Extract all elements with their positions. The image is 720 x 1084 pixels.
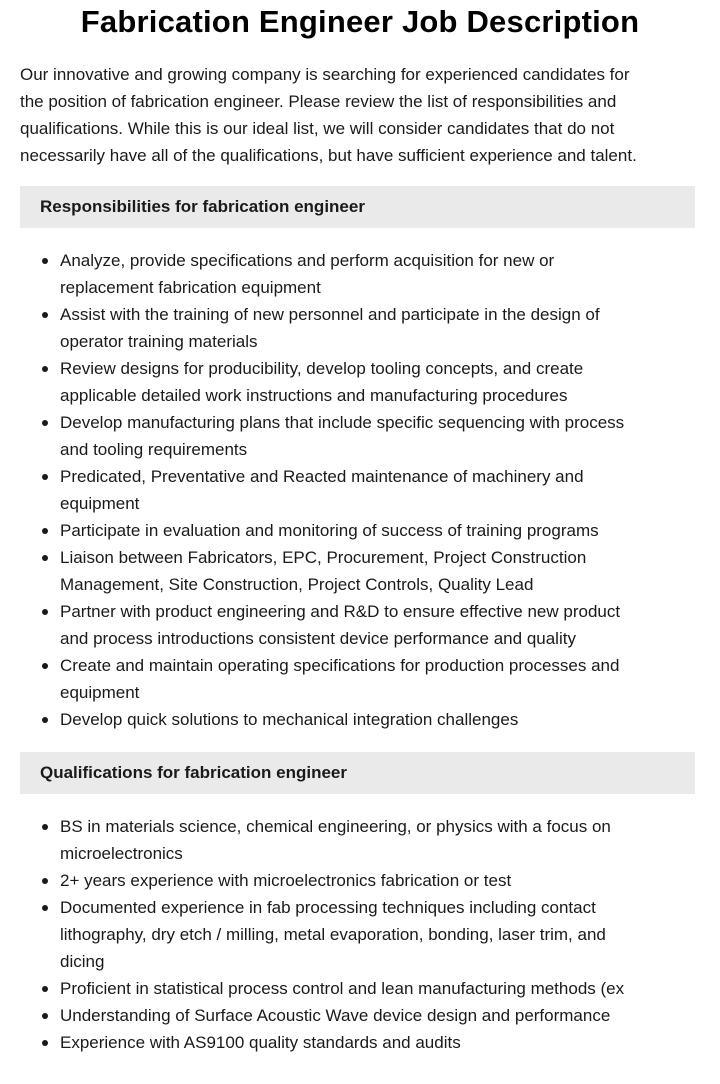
bullet-icon bbox=[42, 420, 48, 426]
list-item-text: Experience with AS9100 quality standards and audits bbox=[60, 1033, 461, 1052]
bullet-icon bbox=[42, 1040, 48, 1046]
list-item-text: Participate in evaluation and monitoring of success of training programs bbox=[60, 521, 599, 540]
list-item-text: equipment bbox=[60, 494, 140, 513]
list-item bbox=[20, 706, 695, 733]
bullet-icon bbox=[42, 528, 48, 534]
bullet-icon bbox=[42, 474, 48, 480]
list-item-text: Proficient in statistical process control and lean manufacturing methods (ex bbox=[60, 979, 625, 998]
list-item-text: Review designs for producibility, develop tooling concepts, and create bbox=[60, 359, 584, 378]
list-item-text: Develop manufacturing plans that include specific sequencing with process bbox=[60, 413, 625, 432]
list-item-text: 2+ years experience with microelectronics fabrication or test bbox=[60, 871, 512, 890]
list-item bbox=[20, 598, 695, 652]
list-item bbox=[20, 867, 695, 894]
bullet-icon bbox=[42, 878, 48, 884]
bullet-icon bbox=[42, 366, 48, 372]
list-item-text: Documented experience in fab processing techniques including contact bbox=[60, 898, 596, 917]
bullet-icon bbox=[42, 312, 48, 318]
intro-line: Our innovative and growing company is searching for experienced candidates for bbox=[20, 65, 630, 84]
bullet-icon bbox=[42, 717, 48, 723]
list-item-text: operator training materials bbox=[60, 332, 258, 351]
list-item-text: BS in materials science, chemical engineering, or physics with a focus on bbox=[60, 817, 611, 836]
intro-paragraph bbox=[20, 61, 700, 169]
list-item-text: Create and maintain operating specifications for production processes and bbox=[60, 656, 620, 675]
list-item-text: microelectronics bbox=[60, 844, 183, 863]
list-item bbox=[20, 1029, 695, 1056]
list-item bbox=[20, 409, 695, 463]
page-title: Fabrication Engineer Job Description bbox=[80, 4, 640, 39]
list-item bbox=[20, 301, 695, 355]
bullet-icon bbox=[42, 258, 48, 264]
list-item-text: Predicated, Preventative and Reacted maintenance of machinery and bbox=[60, 467, 584, 486]
list-item bbox=[20, 355, 695, 409]
intro-line: necessarily have all of the qualifications, but have sufficient experience and talent. bbox=[20, 146, 637, 165]
list-item bbox=[20, 1002, 695, 1029]
list-item-text: and tooling requirements bbox=[60, 440, 248, 459]
qualifications-list bbox=[20, 813, 695, 1056]
list-item-text: Liaison between Fabricators, EPC, Procurement, Project Construction bbox=[60, 548, 587, 567]
bullet-icon bbox=[42, 905, 48, 911]
list-item-text: equipment bbox=[60, 683, 140, 702]
bullet-icon bbox=[42, 1013, 48, 1019]
responsibilities-heading: Responsibilities for fabrication engineer bbox=[20, 186, 695, 228]
list-item-text: Develop quick solutions to mechanical integration challenges bbox=[60, 710, 519, 729]
responsibilities-list bbox=[20, 247, 695, 733]
list-item bbox=[20, 247, 695, 301]
qualifications-heading: Qualifications for fabrication engineer bbox=[20, 752, 695, 794]
list-item-text: Assist with the training of new personnel and participate in the design of bbox=[60, 305, 600, 324]
list-item bbox=[20, 463, 695, 517]
list-item-text: and process introductions consistent device performance and quality bbox=[60, 629, 576, 648]
bullet-icon bbox=[42, 986, 48, 992]
list-item-text: replacement fabrication equipment bbox=[60, 278, 321, 297]
bullet-icon bbox=[42, 555, 48, 561]
bullet-icon bbox=[42, 609, 48, 615]
list-item-text: applicable detailed work instructions and manufacturing procedures bbox=[60, 386, 568, 405]
list-item bbox=[20, 975, 695, 1002]
list-item-text: Understanding of Surface Acoustic Wave device design and performance bbox=[60, 1006, 611, 1025]
list-item-text: dicing bbox=[60, 952, 105, 971]
list-item-text: Partner with product engineering and R&D to ensure effective new product bbox=[60, 602, 621, 621]
list-item bbox=[20, 544, 695, 598]
intro-line: qualifications. While this is our ideal list, we will consider candidates that do not bbox=[20, 119, 615, 138]
bullet-icon bbox=[42, 824, 48, 830]
list-item-text: lithography, dry etch / milling, metal evaporation, bonding, laser trim, and bbox=[60, 925, 606, 944]
list-item-text: Analyze, provide specifications and perform acquisition for new or bbox=[60, 251, 555, 270]
list-item bbox=[20, 894, 695, 975]
list-item-text: Management, Site Construction, Project Controls, Quality Lead bbox=[60, 575, 534, 594]
list-item bbox=[20, 813, 695, 867]
list-item bbox=[20, 652, 695, 706]
list-item bbox=[20, 517, 695, 544]
intro-line: the position of fabrication engineer. Please review the list of responsibilities and bbox=[20, 92, 617, 111]
bullet-icon bbox=[42, 663, 48, 669]
